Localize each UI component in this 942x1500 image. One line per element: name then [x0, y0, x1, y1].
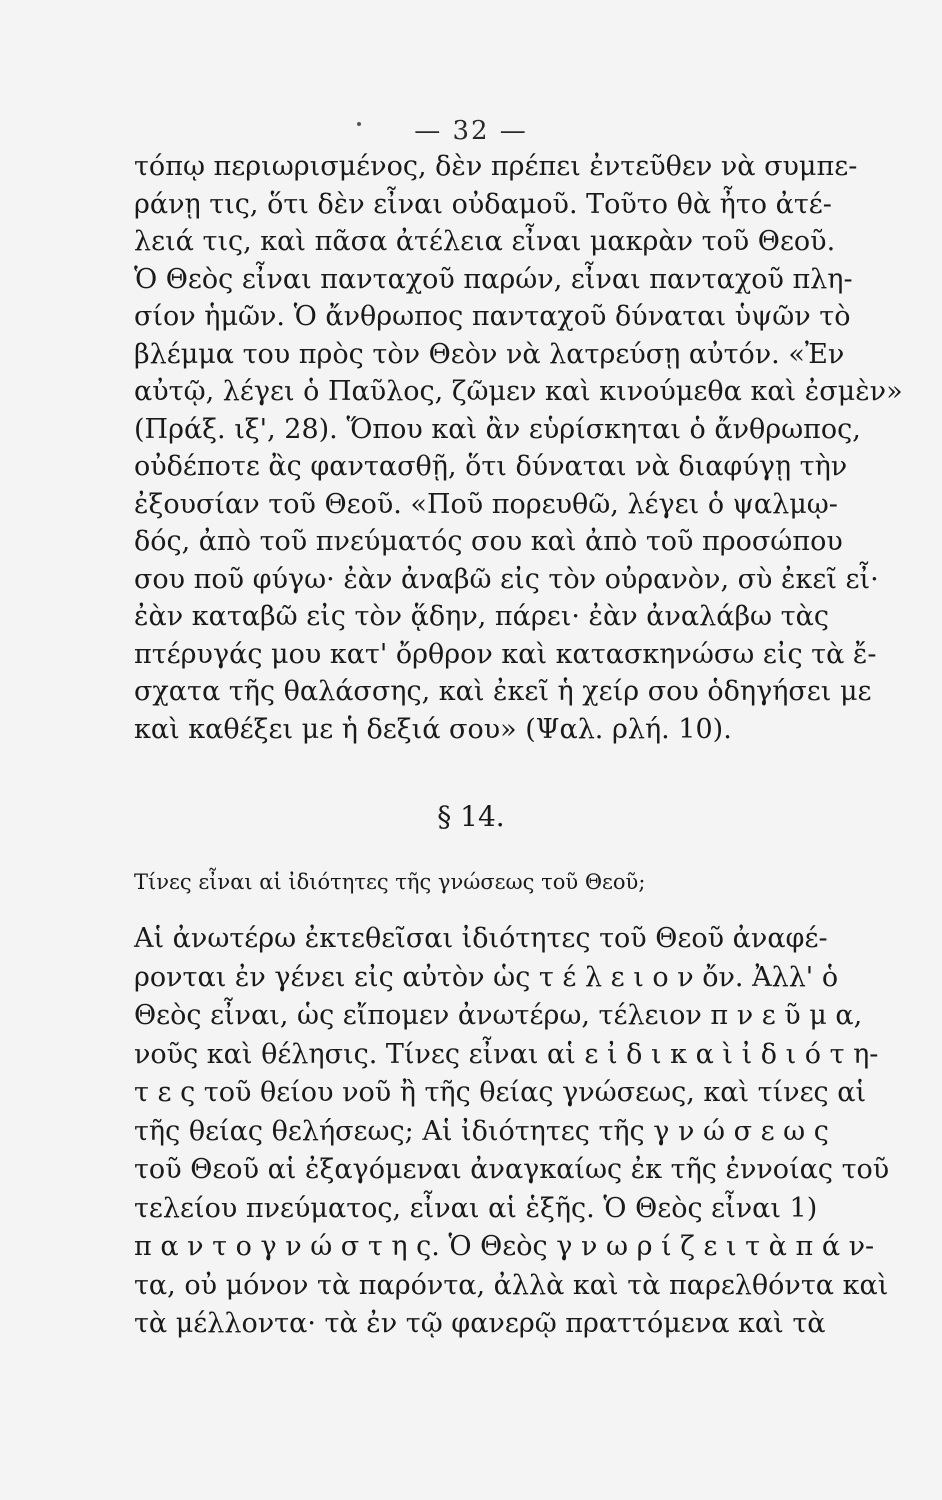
text-line: (Πράξ. ιξ', 28). Ὅπου καὶ ἂν εὑρίσκηται ὁ ἄνθρωπος, [134, 413, 861, 445]
paragraph-continued [134, 148, 903, 748]
text-line: πτέρυγάς μου κατ' ὄρθρον καὶ κατασκηνώσω εἰς τὰ ἔ- [134, 638, 877, 670]
text-line: καὶ καθέξει με ἡ δεξιά σου» (Ψαλ. ρλή. 10). [134, 713, 732, 745]
text-line: τα, οὐ μόνον τὰ παρόντα, ἀλλὰ καὶ τὰ παρελθόντα καὶ [134, 1269, 889, 1301]
text-line: τοῦ Θεοῦ αἱ ἐξαγόμεναι ἀναγκαίως ἐκ τῆς ἐννοίας τοῦ [134, 1154, 890, 1185]
text-line: λειά τις, καὶ πᾶσα ἀτέλεια εἶναι μακρὰν τοῦ Θεοῦ. [134, 226, 836, 257]
text-line: νοῦς καὶ θέλησις. Τίνες εἶναι αἱ ε ἰ δ ι κ α ὶ ἰ δ ι ό τ η- [134, 1038, 879, 1070]
text-line: π α ν τ ο γ ν ώ σ τ η ς. Ὁ Θεὸς γ ν ω ρ ί ζ ε ι τ ὰ π ά ν- [134, 1231, 875, 1262]
text-line: τόπῳ περιωρισμένος, δὲν πρέπει ἐντεῦθεν νὰ συμπε- [134, 151, 858, 182]
page-number: — 32 — [414, 116, 528, 146]
text-line: τὰ μέλλοντα· τὰ ἐν τῷ φανερῷ πραττόμενα καὶ τὰ [134, 1308, 826, 1339]
text-line: σου ποῦ φύγω· ἐὰν ἀναβῶ εἰς τὸν οὐρανὸν, σὺ ἐκεῖ εἶ· [134, 563, 879, 595]
text-line: βλέμμα του πρὸς τὸν Θεὸν νὰ λατρεύσῃ αὐτόν. «Ἐν [134, 338, 845, 370]
text-line: σίον ἡμῶν. Ὁ ἄνθρωπος πανταχοῦ δύναται ὑψῶν τὸ [134, 301, 851, 332]
text-line: οὐδέποτε ἂς φαντασθῇ, ὅτι δύναται νὰ διαφύγῃ τὴν [134, 451, 848, 482]
text-line: Ὁ Θεὸς εἶναι πανταχοῦ παρών, εἶναι πανταχοῦ πλη- [134, 263, 853, 295]
text-line: ἐξουσίαν τοῦ Θεοῦ. «Ποῦ πορευθῶ, λέγει ὁ ψαλμῳ- [134, 488, 838, 520]
section-paragraph [134, 920, 890, 1344]
text-line: τ ε ς τοῦ θείου νοῦ ἢ τῆς θείας γνώσεως, καὶ τίνες αἱ [134, 1077, 867, 1108]
section-heading: § 14. [437, 800, 505, 833]
text-line: τελείου πνεύματος, εἶναι αἱ ἑξῆς. Ὁ Θεὸς εἶναι 1) [134, 1192, 818, 1224]
text-line: Αἱ ἀνωτέρω ἐκτεθεῖσαι ἰδιότητες τοῦ Θεοῦ ἀναφέ- [134, 923, 828, 954]
text-line: δός, ἀπὸ τοῦ πνεύματός σου καὶ ἀπὸ τοῦ προσώπου [134, 526, 843, 557]
text-line: Θεὸς εἶναι, ὡς εἴπομεν ἀνωτέρω, τέλειον π ν ε ῦ μ α, [134, 1000, 863, 1031]
text-line: τῆς θείας θελήσεως; Αἱ ἰδιότητες τῆς γ ν ώ σ ε ω ς [134, 1115, 829, 1147]
text-line: σχατα τῆς θαλάσσης, καὶ ἐκεῖ ἡ χείρ σου ὁδηγήσει με [134, 676, 872, 707]
text-line: αὐτῷ, λέγει ὁ Παῦλος, ζῶμεν καὶ κινούμεθα καὶ ἐσμὲν» [134, 376, 903, 407]
text-line: ἐὰν καταβῶ εἰς τὸν ᾅδην, πάρει· ἐὰν ἀναλάβω τὰς [134, 601, 829, 632]
text-line: ράνῃ τις, ὅτι δὲν εἶναι οὐδαμοῦ. Τοῦτο θὰ ἦτο ἀτέ- [134, 188, 832, 220]
section-question: Τίνες εἶναι αἱ ἰδιότητες τῆς γνώσεως τοῦ Θεοῦ; [134, 870, 646, 894]
text-line: ρονται ἐν γένει εἰς αὐτὸν ὡς τ έ λ ε ι ο ν ὄν. Ἀλλ' ὁ [134, 961, 839, 993]
